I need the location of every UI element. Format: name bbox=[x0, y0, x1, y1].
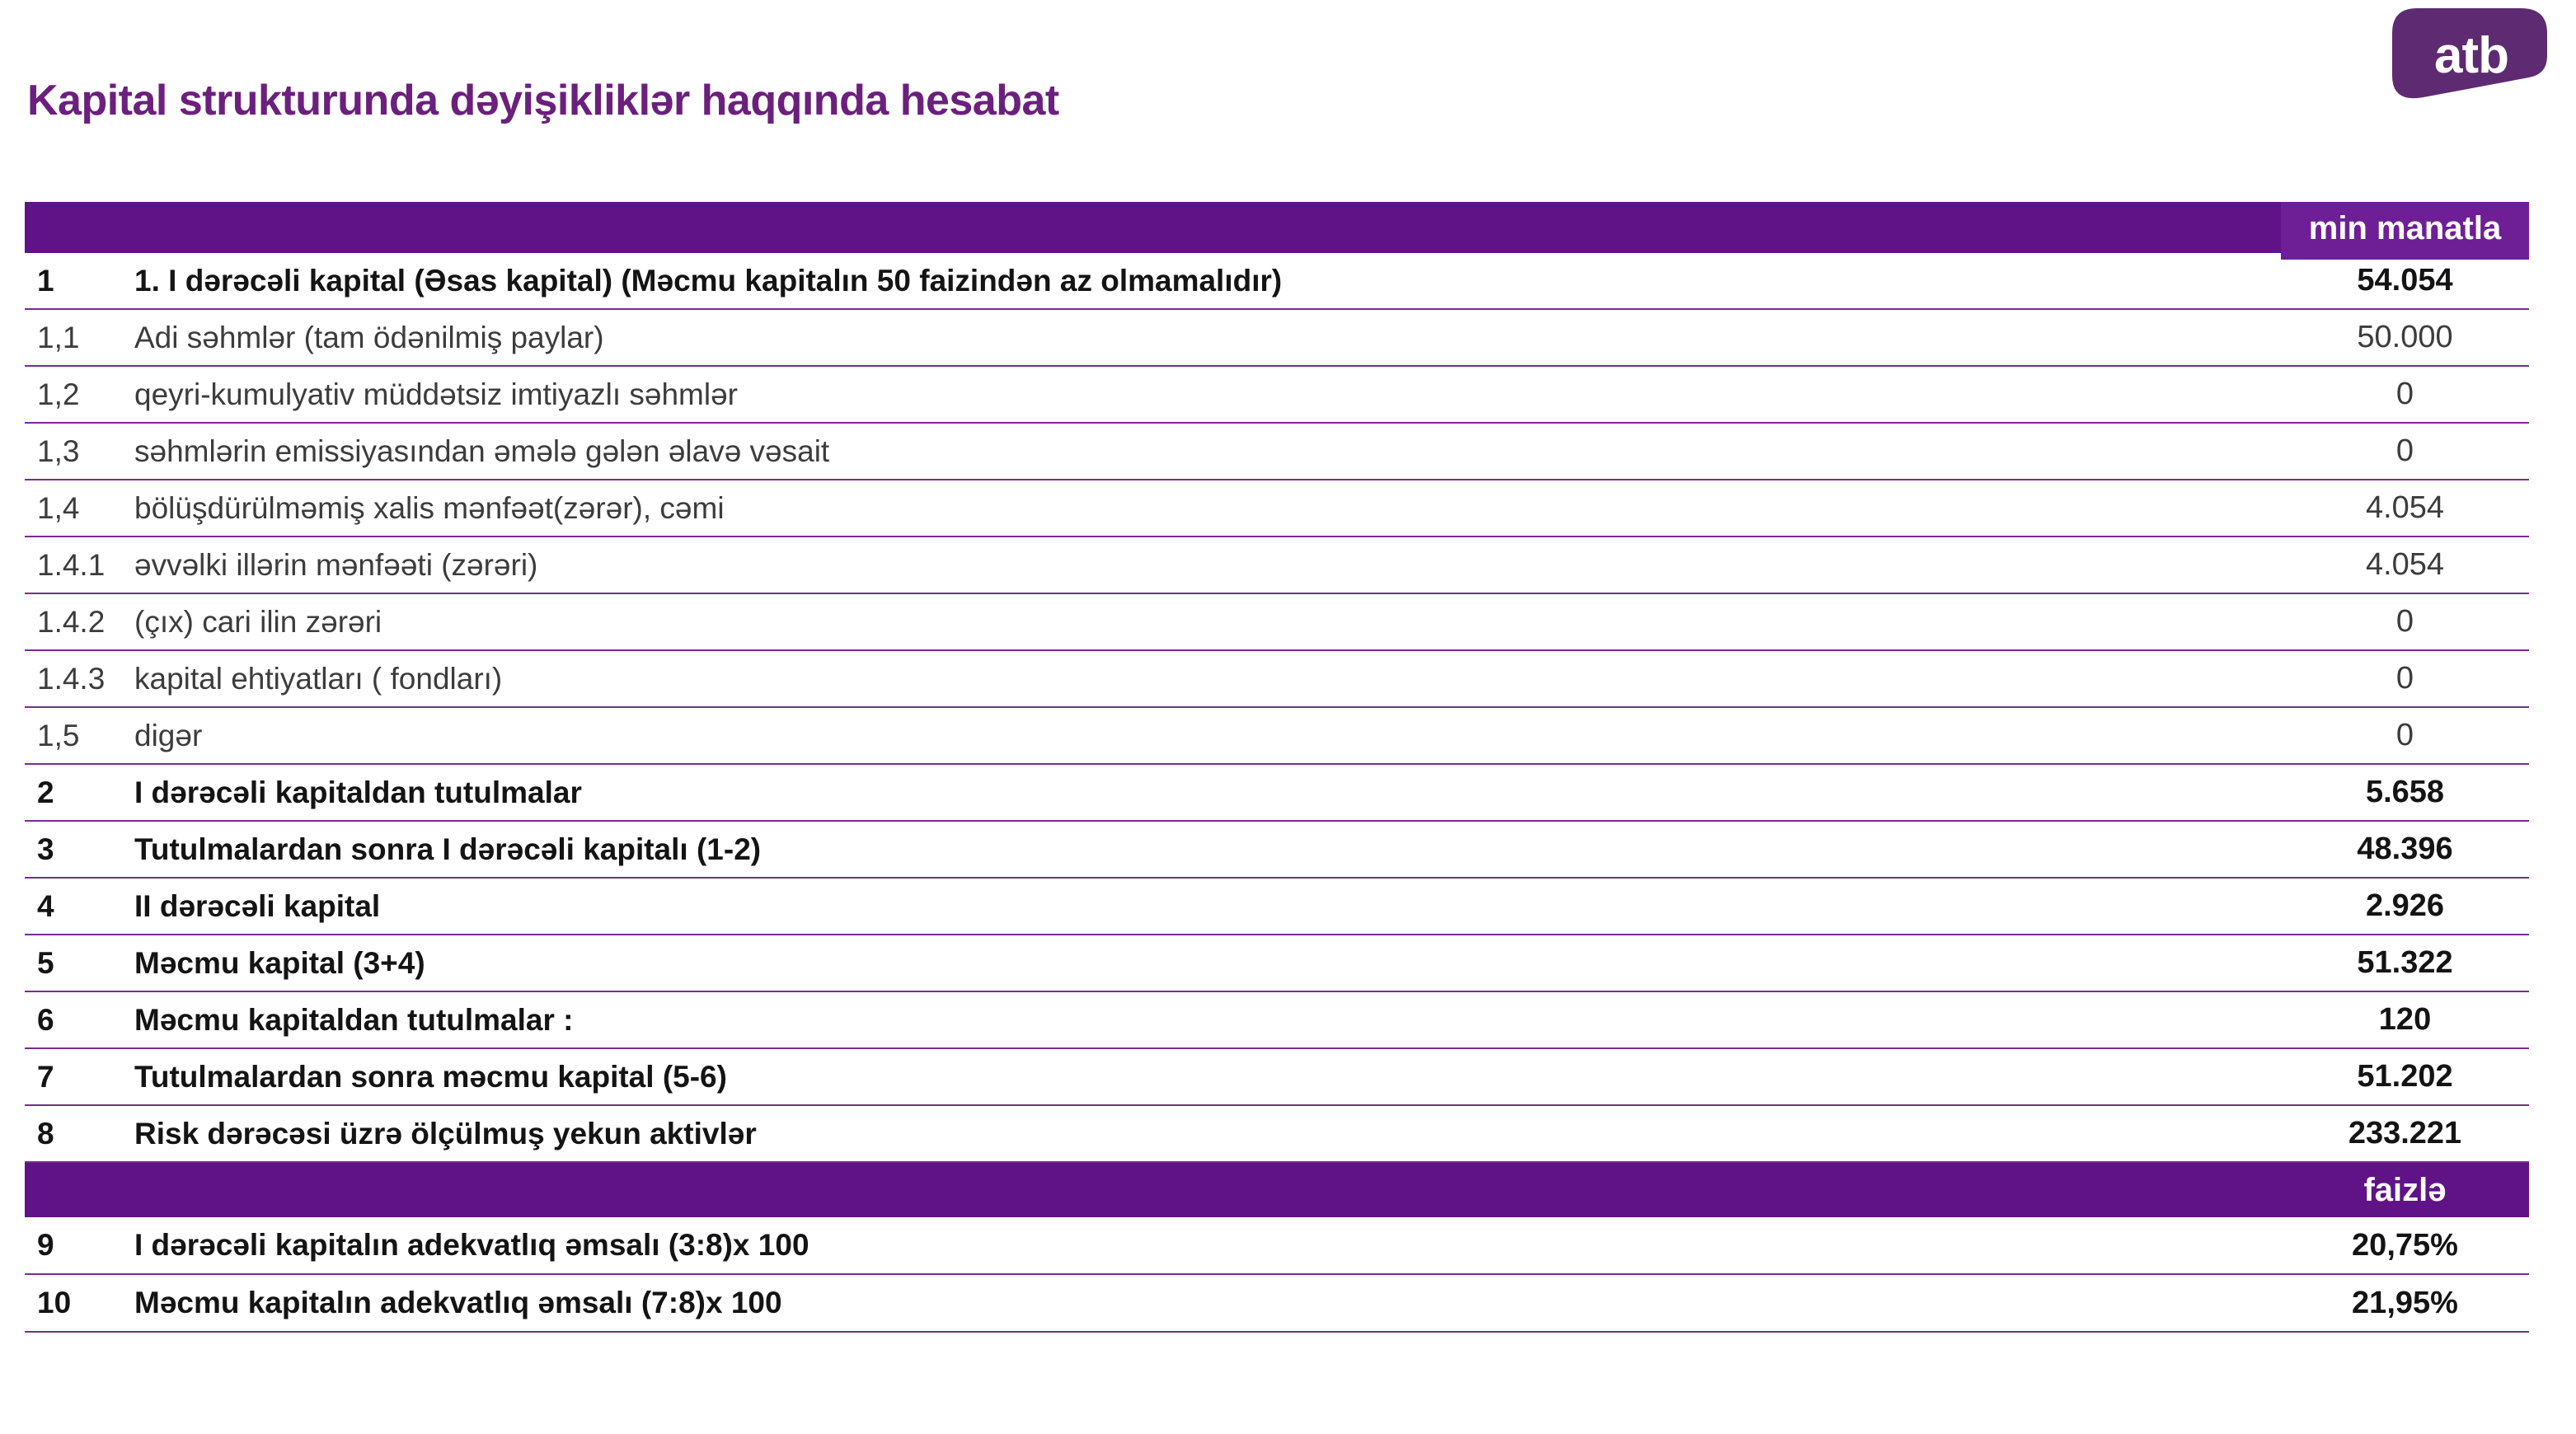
row-number: 10 bbox=[37, 1286, 72, 1319]
row-value: 4.054 bbox=[2365, 490, 2445, 525]
row-value: 2.926 bbox=[2365, 888, 2445, 923]
row-value: 20,75% bbox=[2352, 1227, 2458, 1263]
row-label: qeyri-kumulyativ müddətsiz imtiyazlı səhmlər bbox=[134, 377, 738, 411]
row-number: 1.4.2 bbox=[37, 604, 106, 639]
rows-percent-section bbox=[25, 1217, 2529, 1333]
rows-manat-section bbox=[25, 253, 2529, 1163]
table-row bbox=[25, 310, 2529, 367]
table-row bbox=[25, 594, 2529, 651]
row-value: 0 bbox=[2395, 718, 2414, 752]
table-row bbox=[25, 822, 2529, 879]
row-label: 1. I dərəcəli kapital (Əsas kapital) (Məcmu kapitalın 50 faizindən az olmamalıdır) bbox=[134, 263, 1283, 298]
table-row bbox=[25, 765, 2529, 822]
row-number: 1.4.1 bbox=[37, 547, 106, 582]
row-number: 1,5 bbox=[37, 718, 80, 752]
row-label: kapital ehtiyatları ( fondları) bbox=[134, 661, 503, 696]
table-row bbox=[25, 1217, 2529, 1275]
row-value: 51.322 bbox=[2357, 945, 2453, 980]
logo-text: atb bbox=[2434, 27, 2508, 84]
row-number: 2 bbox=[37, 775, 54, 809]
row-label: (çıx) cari ilin zərəri bbox=[134, 604, 382, 639]
row-number: 8 bbox=[37, 1116, 54, 1150]
row-label: Tutulmalardan sonra məcmu kapital (5-6) bbox=[134, 1059, 727, 1094]
row-label: Məcmu kapitaldan tutulmalar : bbox=[134, 1002, 574, 1037]
table-row bbox=[25, 708, 2529, 765]
row-number: 9 bbox=[37, 1228, 54, 1262]
row-label: digər bbox=[134, 718, 203, 752]
row-label: Tutulmalardan sonra I dərəcəli kapitalı (1-2) bbox=[134, 832, 762, 866]
table-row bbox=[25, 992, 2529, 1049]
table-row bbox=[25, 480, 2529, 537]
row-value: 51.202 bbox=[2357, 1059, 2453, 1094]
row-label: I dərəcəli kapitaldan tutulmalar bbox=[134, 775, 582, 809]
unit-header-bar-manat bbox=[25, 202, 2529, 253]
row-number: 1,1 bbox=[37, 320, 80, 354]
row-number: 1,2 bbox=[37, 377, 80, 411]
row-label: bölüşdürülməmiş xalis mənfəət(zərər), cəmi bbox=[134, 490, 725, 525]
row-value: 5.658 bbox=[2365, 775, 2445, 809]
unit-header-bar-percent bbox=[25, 1163, 2529, 1217]
row-label: Risk dərəcəsi üzrə ölçülmuş yekun aktivlər bbox=[134, 1116, 757, 1150]
row-value: 54.054 bbox=[2357, 263, 2453, 298]
row-value: 0 bbox=[2395, 661, 2414, 696]
row-label: I dərəcəli kapitalın adekvatlıq əmsalı (3:8)x 100 bbox=[134, 1228, 809, 1262]
unit-header-manat: min manatla bbox=[2281, 202, 2529, 260]
table-row bbox=[25, 879, 2529, 935]
row-value: 0 bbox=[2395, 433, 2414, 468]
table-row bbox=[25, 1106, 2529, 1163]
capital-structure-table bbox=[25, 202, 2529, 1333]
row-value: 50.000 bbox=[2357, 320, 2453, 354]
table-row bbox=[25, 424, 2529, 480]
row-label: Məcmu kapital (3+4) bbox=[134, 945, 425, 980]
table-row bbox=[25, 1275, 2529, 1333]
row-label: səhmlərin emissiyasından əmələ gələn əlavə vəsait bbox=[134, 433, 830, 468]
table-row bbox=[25, 537, 2529, 594]
table-row bbox=[25, 253, 2529, 310]
row-label: II dərəcəli kapital bbox=[134, 888, 381, 923]
table-row bbox=[25, 1049, 2529, 1106]
table-row bbox=[25, 367, 2529, 424]
row-value: 48.396 bbox=[2357, 832, 2453, 866]
unit-header-percent: faizlə bbox=[2363, 1171, 2447, 1208]
row-value: 4.054 bbox=[2365, 547, 2445, 582]
table-row bbox=[25, 651, 2529, 708]
row-number: 3 bbox=[37, 832, 54, 866]
row-label: Adi səhmlər (tam ödənilmiş paylar) bbox=[134, 320, 604, 354]
row-value: 120 bbox=[2378, 1002, 2432, 1037]
row-number: 6 bbox=[37, 1002, 54, 1037]
row-number: 4 bbox=[37, 888, 54, 923]
row-label: Məcmu kapitalın adekvatlıq əmsalı (7:8)x 100 bbox=[134, 1286, 782, 1319]
row-number: 1,3 bbox=[37, 433, 80, 468]
row-value: 0 bbox=[2395, 604, 2414, 639]
table-row bbox=[25, 935, 2529, 992]
row-number: 1,4 bbox=[37, 490, 80, 525]
row-value: 21,95% bbox=[2352, 1285, 2458, 1320]
atb-logo bbox=[2392, 8, 2547, 101]
row-label: əvvəlki illərin mənfəəti (zərəri) bbox=[134, 547, 538, 582]
row-value: 233.221 bbox=[2348, 1116, 2462, 1150]
row-number: 1.4.3 bbox=[37, 661, 106, 696]
row-number: 7 bbox=[37, 1059, 54, 1094]
page-title: Kapital strukturunda dəyişikliklər haqqında hesabat bbox=[27, 77, 1059, 124]
row-number: 1 bbox=[37, 263, 54, 298]
row-number: 5 bbox=[37, 945, 54, 980]
row-value: 0 bbox=[2395, 377, 2414, 411]
